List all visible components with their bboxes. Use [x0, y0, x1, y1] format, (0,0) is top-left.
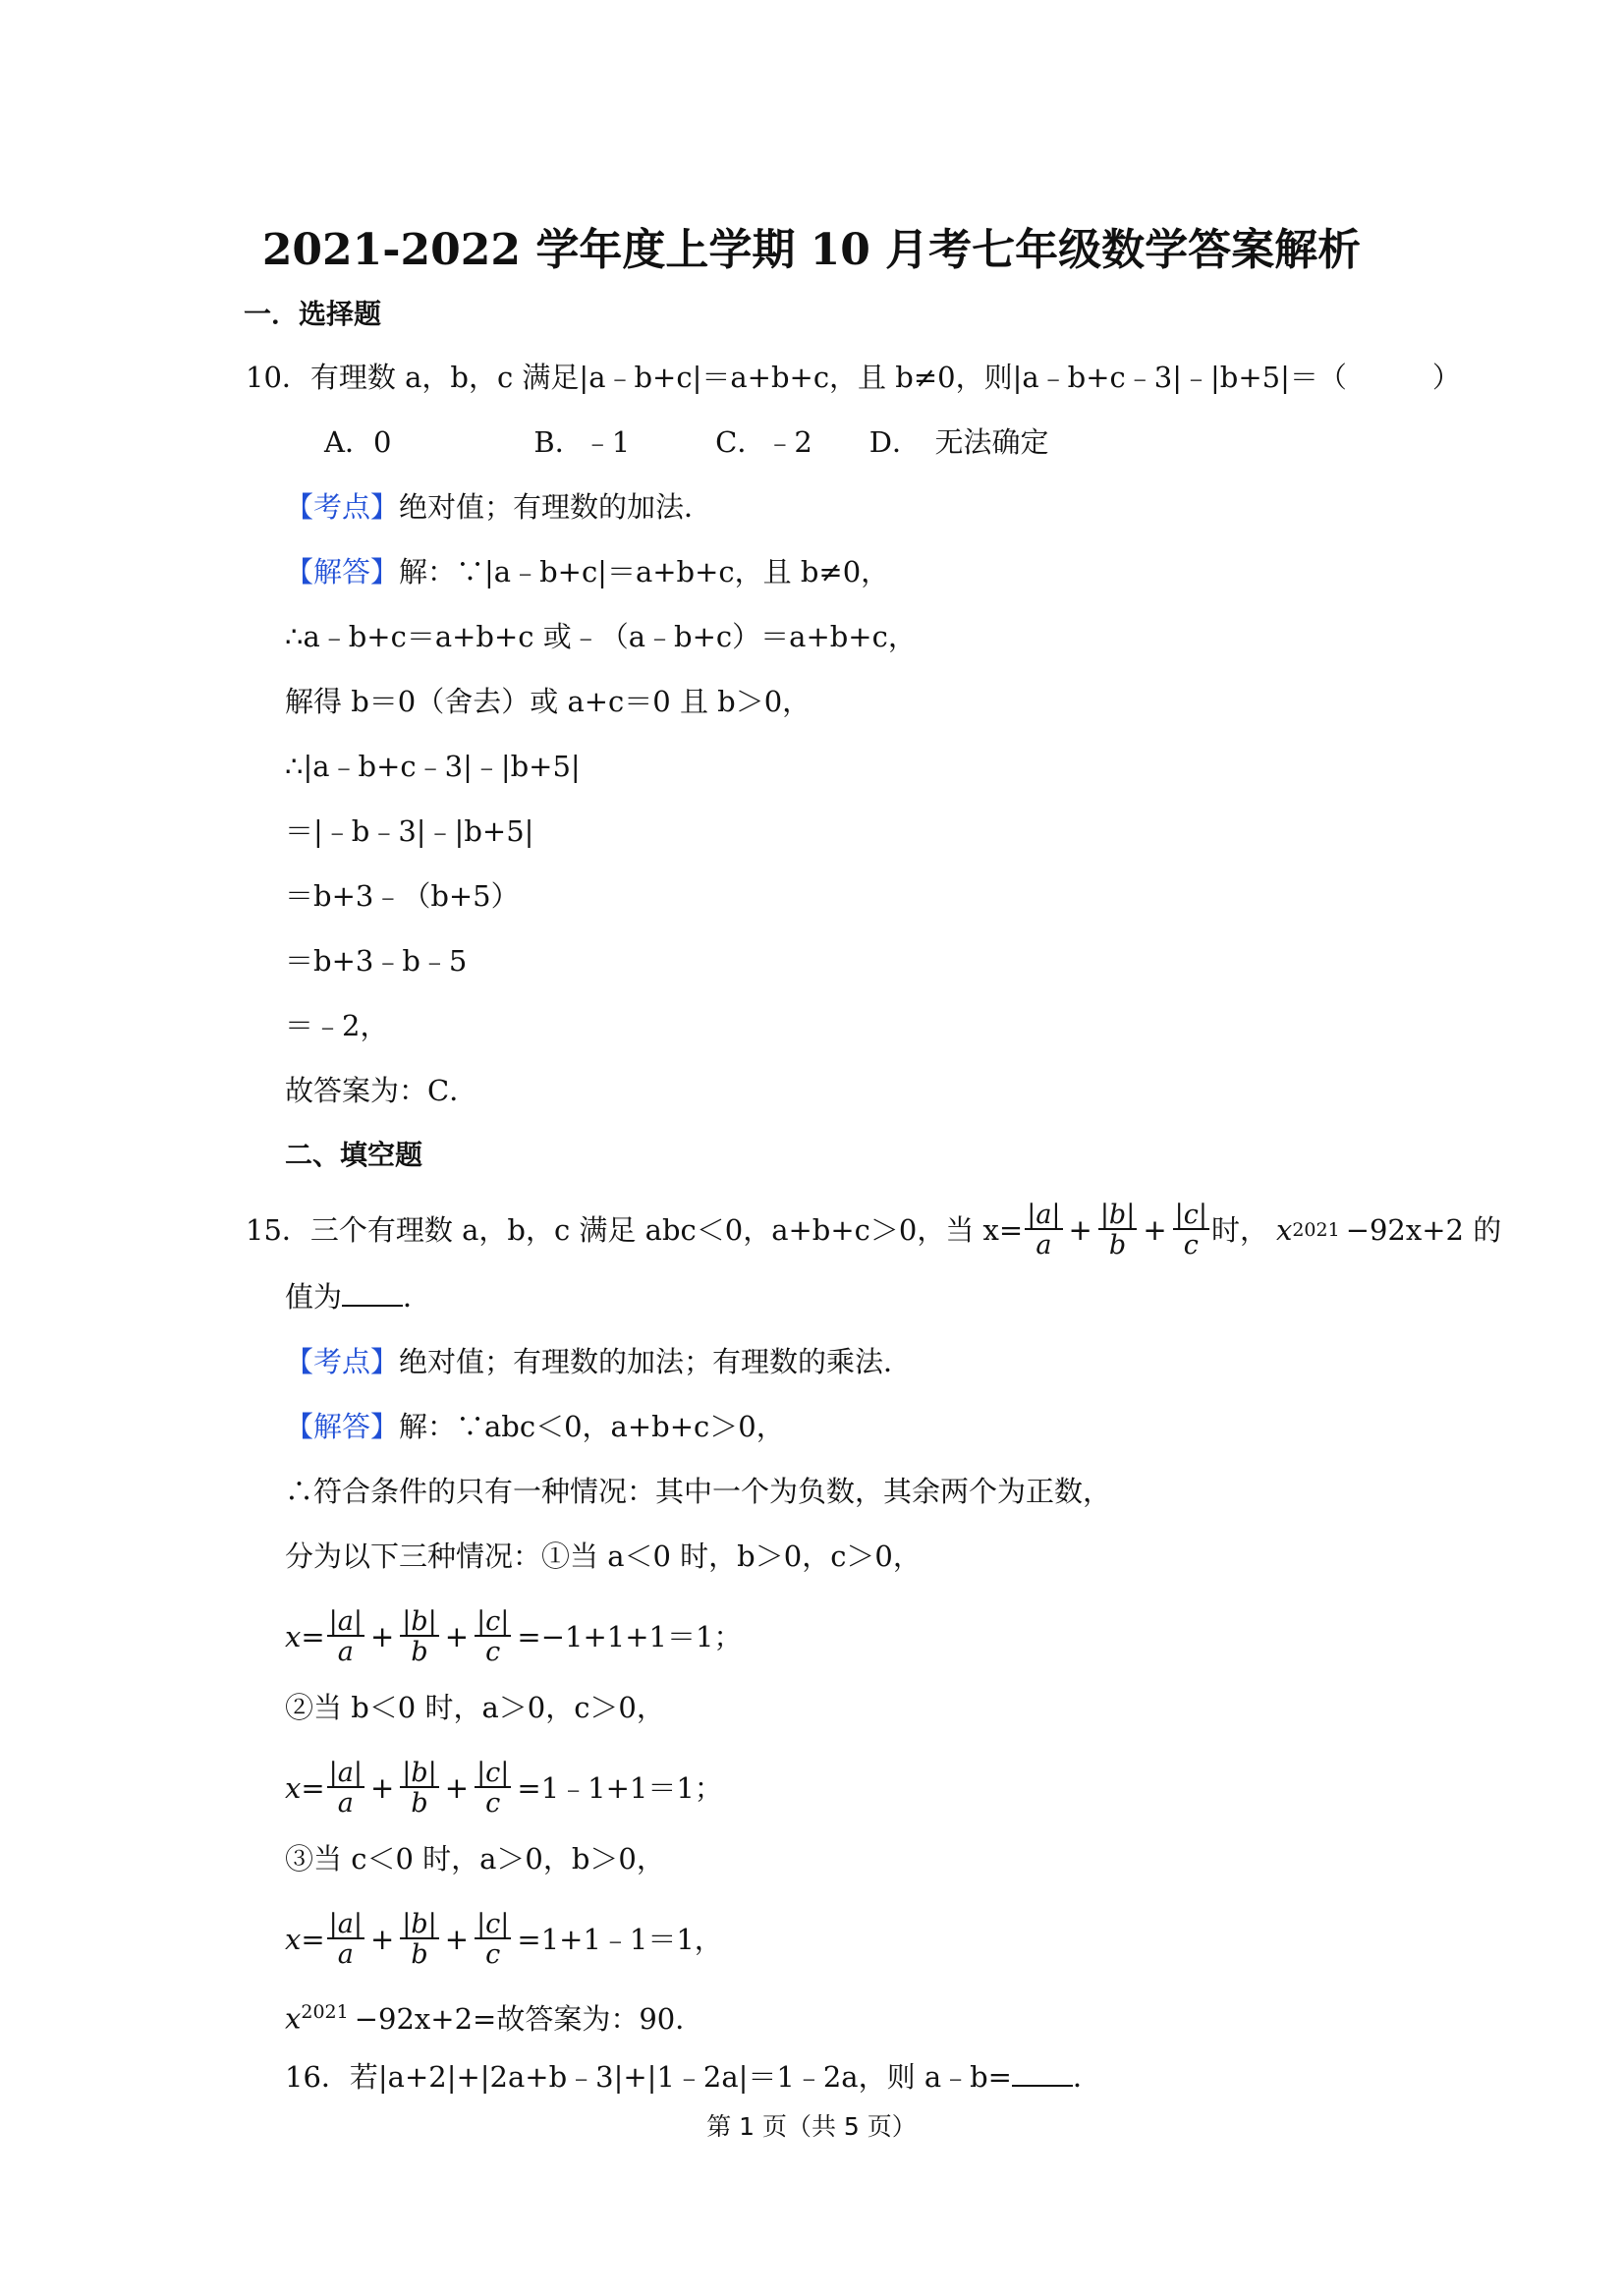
question-15-solution-line: 分为以下三种情况：①当 a＜0 时，b＞0，c＞0， [285, 1540, 922, 1573]
plus-sign: + [369, 1771, 395, 1805]
denominator: b [411, 1939, 428, 1970]
numerator: |c| [476, 1909, 510, 1939]
exponent: 2021 [1292, 1219, 1340, 1241]
solution-text: 解：∵|a﹣b+c|＝a+b+c，且 b≠0， [399, 555, 890, 588]
question-15-solution-line: ②当 b＜0 时，a＞0，c＞0， [285, 1691, 665, 1724]
section-heading-fill: 二、填空题 [285, 1139, 423, 1171]
denominator: b [1108, 1230, 1127, 1260]
numerator: |a| [328, 1909, 363, 1939]
solution-text: 解：∵abc＜0，a+b+c＞0， [399, 1410, 785, 1443]
denominator: a [1035, 1230, 1052, 1260]
numerator: |b| [402, 1758, 437, 1788]
stem-text: −92x+2 的 [1345, 1213, 1502, 1247]
question-15-stem [246, 1201, 1501, 1260]
fraction-abs-c-over-c [475, 1911, 511, 1968]
fraction-abs-b-over-b [400, 1608, 438, 1665]
fraction-abs-a-over-a [1025, 1202, 1062, 1259]
plus-sign: + [369, 1923, 395, 1956]
question-10-stem: 10．有理数 a，b，c 满足|a﹣b+c|＝a+b+c，且 b≠0，则|a﹣b+c﹣3|﹣|b+5|＝（ ） [246, 361, 1461, 394]
question-15-case-3-formula [285, 1910, 723, 1969]
stem-text: ． [403, 1280, 432, 1314]
question-10-kaodian [285, 487, 712, 527]
kaodian-tag: 【考点】 [285, 1345, 400, 1378]
denominator: a [337, 1939, 354, 1970]
kaodian-text: 绝对值；有理数的加法． [399, 490, 713, 524]
question-10-solution-line: 解得 b＝0（舍去）或 a+c＝0 且 b＞0， [285, 685, 812, 718]
plus-sign: + [1143, 1213, 1167, 1247]
jieda-tag: 【解答】 [285, 1410, 400, 1443]
jieda-tag: 【解答】 [285, 555, 400, 588]
numerator: |a| [1027, 1200, 1061, 1230]
numerator: |c| [476, 1606, 510, 1637]
kaodian-text: 绝对值；有理数的加法；有理数的乘法． [399, 1345, 913, 1378]
numerator: |b| [402, 1606, 437, 1637]
x-equals: x= [285, 1771, 325, 1805]
plus-sign: + [444, 1771, 470, 1805]
question-16-stem [285, 2057, 1101, 2097]
question-15-solution-line [285, 1407, 785, 1446]
question-10-solution-line: ＝﹣2， [285, 1009, 389, 1042]
numerator: |c| [1174, 1200, 1207, 1230]
plus-sign: + [369, 1620, 395, 1653]
question-10-solution-line: ∴|a﹣b+c﹣3|﹣|b+5| [285, 750, 581, 783]
x-equals: x= [285, 1620, 325, 1653]
numerator: |a| [328, 1606, 363, 1637]
plus-sign: + [444, 1923, 470, 1956]
numerator: |a| [328, 1758, 363, 1788]
question-15-kaodian [285, 1342, 912, 1381]
question-15-answer [285, 1992, 703, 2039]
section-heading-choice: 一．选择题 [244, 298, 382, 330]
denominator: c [485, 1788, 501, 1819]
fraction-abs-c-over-c [475, 1608, 511, 1665]
question-15-solution-line: ∴符合条件的只有一种情况：其中一个为负数，其余两个为正数， [285, 1475, 1112, 1508]
fraction-abs-a-over-a [327, 1760, 364, 1817]
fraction-abs-b-over-b [400, 1911, 438, 1968]
question-10-solution-line: ＝b+3﹣（b+5） [285, 879, 520, 913]
question-10-solution-line: ＝|﹣b﹣3|﹣|b+5| [285, 814, 534, 848]
fraction-abs-b-over-b [400, 1760, 438, 1817]
fraction-abs-c-over-c [1173, 1202, 1209, 1259]
question-15-case-1-formula [285, 1607, 742, 1666]
stem-text: 值为 [285, 1280, 343, 1314]
result-text: =1+1﹣1＝1， [517, 1923, 723, 1956]
variable-x: x [1275, 1213, 1293, 1247]
plus-sign: + [1068, 1213, 1092, 1247]
variable-x: x [285, 2001, 302, 2036]
denominator: b [411, 1788, 428, 1819]
numerator: |b| [1099, 1200, 1136, 1230]
page-footer: 第 1 页（共 5 页） [706, 2112, 917, 2141]
numerator: |b| [402, 1909, 437, 1939]
denominator: c [485, 1637, 501, 1667]
denominator: a [337, 1637, 354, 1667]
fraction-abs-a-over-a [327, 1911, 364, 1968]
question-15-case-2-formula [285, 1759, 723, 1818]
question-10-solution-line: ∴a﹣b+c＝a+b+c 或﹣（a﹣b+c）＝a+b+c， [285, 620, 917, 653]
exponent: 2021 [301, 2001, 349, 2023]
fraction-abs-c-over-c [475, 1760, 511, 1817]
denominator: a [337, 1788, 354, 1819]
denominator: c [1183, 1230, 1199, 1260]
result-text: =−1+1+1＝1； [517, 1620, 743, 1653]
answer-blank [1012, 2059, 1073, 2087]
kaodian-tag: 【考点】 [285, 490, 400, 524]
numerator: |c| [476, 1758, 510, 1788]
question-10-solution-line: ＝b+3﹣b﹣5 [285, 944, 468, 978]
page-title: 2021-2022 学年度上学期 10 月考七年级数学答案解析 [261, 225, 1362, 275]
denominator: b [411, 1637, 428, 1667]
result-text: =1﹣1+1＝1； [517, 1771, 723, 1805]
answer-text: −92x+2=故答案为：90． [354, 2001, 704, 2036]
fraction-abs-a-over-a [327, 1608, 364, 1665]
fraction-abs-b-over-b [1098, 1202, 1137, 1259]
stem-text: 16．若|a+2|+|2a+b﹣3|+|1﹣2a|＝1﹣2a，则 a﹣b= [285, 2060, 1012, 2094]
stem-text: 时， [1210, 1213, 1268, 1247]
question-10-answer: 故答案为：C． [285, 1074, 478, 1107]
x-equals: x= [285, 1923, 325, 1956]
denominator: c [485, 1939, 501, 1970]
question-15-stem-continued [285, 1277, 431, 1316]
plus-sign: + [444, 1620, 470, 1653]
stem-text: 15．三个有理数 a，b，c 满足 abc＜0，a+b+c＞0，当 x= [246, 1213, 1024, 1247]
question-10-options: A．0 B．﹣1 C．﹣2 D． 无法确定 [324, 425, 1049, 459]
stem-text: ． [1072, 2060, 1101, 2094]
answer-blank [342, 1279, 403, 1307]
question-10-solution-line [285, 552, 889, 591]
question-15-solution-line: ③当 c＜0 时，a＞0，b＞0， [285, 1842, 665, 1876]
